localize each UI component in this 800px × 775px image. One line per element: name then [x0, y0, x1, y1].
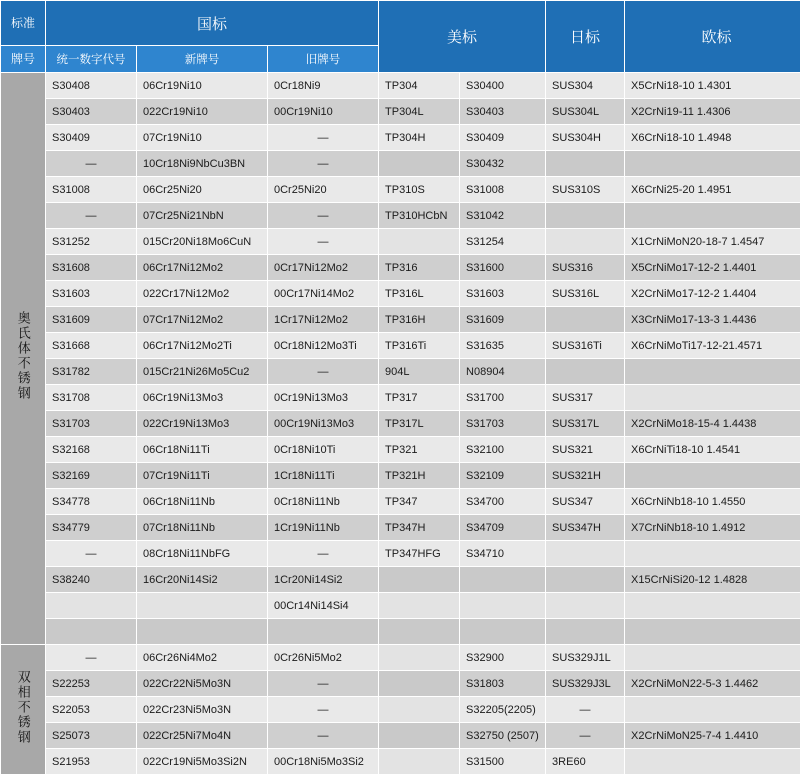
cell-us1: TP310HCbN	[379, 203, 459, 228]
cell-old: 00Cr17Ni14Mo2	[268, 281, 378, 306]
cell-us2: S31703	[460, 411, 545, 436]
cell-eu: X15CrNiSi20-12 1.4828	[625, 567, 800, 592]
cell-uns: S31703	[46, 411, 136, 436]
cell-jp: SUS317	[546, 385, 624, 410]
header-group-eu: 欧标	[625, 1, 800, 72]
cell-us2: S31635	[460, 333, 545, 358]
cell-us2: S34709	[460, 515, 545, 540]
cell-uns: S30409	[46, 125, 136, 150]
cell-us1: TP321H	[379, 463, 459, 488]
cell-new: 07Cr18Ni11Nb	[137, 515, 267, 540]
cell-uns: S38240	[46, 567, 136, 592]
cell-uns: S31708	[46, 385, 136, 410]
cell-new: 07Cr25Ni21NbN	[137, 203, 267, 228]
category-label-1	[1, 645, 45, 774]
table-row	[1, 437, 800, 462]
table-body	[1, 73, 800, 774]
cell-us1	[379, 229, 459, 254]
cell-uns: S32169	[46, 463, 136, 488]
cell-us2: S32100	[460, 437, 545, 462]
table-row	[1, 307, 800, 332]
cell-eu	[625, 463, 800, 488]
cell-jp	[546, 359, 624, 384]
cell-eu	[625, 697, 800, 722]
cell-old: —	[268, 203, 378, 228]
cell-uns: S31668	[46, 333, 136, 358]
header-sub-uns: 统一数字代号	[46, 46, 136, 72]
cell-us1	[379, 567, 459, 592]
cell-old: 0Cr26Ni5Mo2	[268, 645, 378, 670]
cell-new: 06Cr26Ni4Mo2	[137, 645, 267, 670]
cell-us1	[379, 619, 459, 644]
cell-us1: TP347	[379, 489, 459, 514]
cell-us1	[379, 671, 459, 696]
cell-old: —	[268, 723, 378, 748]
cell-uns: —	[46, 203, 136, 228]
cell-us2: S30409	[460, 125, 545, 150]
table-row	[1, 333, 800, 358]
cell-us1: TP316	[379, 255, 459, 280]
cell-us2: S31603	[460, 281, 545, 306]
table-row	[1, 515, 800, 540]
cell-uns: S31252	[46, 229, 136, 254]
cell-old: 0Cr25Ni20	[268, 177, 378, 202]
table-row	[1, 73, 800, 98]
cell-jp: SUS310S	[546, 177, 624, 202]
cell-us1: TP321	[379, 437, 459, 462]
cell-old: —	[268, 229, 378, 254]
cell-us2	[460, 593, 545, 618]
cell-jp	[546, 229, 624, 254]
cell-jp: SUS316	[546, 255, 624, 280]
cell-uns	[46, 619, 136, 644]
cell-eu: X5CrNi18-10 1.4301	[625, 73, 800, 98]
cell-old: 0Cr18Ni11Nb	[268, 489, 378, 514]
cell-uns: S22253	[46, 671, 136, 696]
cell-eu: X3CrNiMo17-13-3 1.4436	[625, 307, 800, 332]
cell-us2: S31008	[460, 177, 545, 202]
header-group-us: 美标	[379, 1, 545, 72]
header-group-gb: 国标	[46, 1, 378, 45]
cell-old: —	[268, 125, 378, 150]
cell-jp: SUS316Ti	[546, 333, 624, 358]
cell-uns: —	[46, 151, 136, 176]
cell-us1	[379, 593, 459, 618]
cell-us2: S32205(2205)	[460, 697, 545, 722]
table-row	[1, 385, 800, 410]
header-standard-label: 标准	[1, 1, 45, 45]
cell-us2: S31042	[460, 203, 545, 228]
cell-eu: X2CrNiMoN22-5-3 1.4462	[625, 671, 800, 696]
cell-jp: SUS321	[546, 437, 624, 462]
cell-eu	[625, 593, 800, 618]
cell-eu	[625, 749, 800, 774]
cell-jp: SUS317L	[546, 411, 624, 436]
cell-old: —	[268, 151, 378, 176]
cell-us1: TP304H	[379, 125, 459, 150]
table-row	[1, 359, 800, 384]
cell-jp: —	[546, 723, 624, 748]
table-row	[1, 463, 800, 488]
cell-jp: SUS321H	[546, 463, 624, 488]
cell-eu: X6CrNiTi18-10 1.4541	[625, 437, 800, 462]
cell-us2: S31500	[460, 749, 545, 774]
cell-old: 1Cr17Ni12Mo2	[268, 307, 378, 332]
cell-old: —	[268, 359, 378, 384]
cell-new: 022Cr19Ni13Mo3	[137, 411, 267, 436]
cell-jp	[546, 307, 624, 332]
cell-jp	[546, 567, 624, 592]
table-row	[1, 645, 800, 670]
cell-eu: X5CrNiMo17-12-2 1.4401	[625, 255, 800, 280]
cell-us1: TP310S	[379, 177, 459, 202]
category-label-text: 奥氏体不锈钢	[15, 311, 31, 402]
cell-eu	[625, 645, 800, 670]
cell-uns: S21953	[46, 749, 136, 774]
table-row	[1, 489, 800, 514]
cell-eu: X6CrNiMoTi17-12-21.4571	[625, 333, 800, 358]
cell-us1: TP317L	[379, 411, 459, 436]
cell-us1: TP304	[379, 73, 459, 98]
cell-us1: TP347H	[379, 515, 459, 540]
cell-new: 022Cr25Ni7Mo4N	[137, 723, 267, 748]
cell-eu: X6CrNi25-20 1.4951	[625, 177, 800, 202]
cell-uns: S30408	[46, 73, 136, 98]
cell-jp: SUS347	[546, 489, 624, 514]
cell-us2: S34710	[460, 541, 545, 566]
cell-eu	[625, 203, 800, 228]
cell-uns: S31609	[46, 307, 136, 332]
cell-eu: X6CrNi18-10 1.4948	[625, 125, 800, 150]
cell-eu: X2CrNi19-11 1.4306	[625, 99, 800, 124]
table-row	[1, 203, 800, 228]
table-row	[1, 255, 800, 280]
table-row	[1, 229, 800, 254]
cell-us1	[379, 645, 459, 670]
cell-uns: S30403	[46, 99, 136, 124]
table-row	[1, 99, 800, 124]
cell-old: 1Cr18Ni11Ti	[268, 463, 378, 488]
header-sub-new: 新牌号	[137, 46, 267, 72]
cell-uns: S31603	[46, 281, 136, 306]
header-group-jp: 日标	[546, 1, 624, 72]
table-row	[1, 567, 800, 592]
cell-uns: S34778	[46, 489, 136, 514]
cell-new: 06Cr18Ni11Ti	[137, 437, 267, 462]
cell-jp	[546, 593, 624, 618]
cell-new: 07Cr19Ni11Ti	[137, 463, 267, 488]
category-label-0	[1, 73, 45, 644]
cell-eu: X6CrNiNb18-10 1.4550	[625, 489, 800, 514]
cell-uns: —	[46, 645, 136, 670]
cell-us1: TP347HFG	[379, 541, 459, 566]
table-row	[1, 593, 800, 618]
cell-us2: S30403	[460, 99, 545, 124]
cell-eu	[625, 385, 800, 410]
cell-new: 06Cr19Ni10	[137, 73, 267, 98]
cell-new	[137, 593, 267, 618]
cell-eu	[625, 359, 800, 384]
cell-eu: X2CrNiMoN25-7-4 1.4410	[625, 723, 800, 748]
cell-old: 0Cr18Ni9	[268, 73, 378, 98]
cell-us2: S31609	[460, 307, 545, 332]
cell-new: 015Cr21Ni26Mo5Cu2	[137, 359, 267, 384]
cell-jp	[546, 619, 624, 644]
cell-uns: —	[46, 541, 136, 566]
cell-old: 0Cr18Ni12Mo3Ti	[268, 333, 378, 358]
cell-jp: SUS347H	[546, 515, 624, 540]
cell-eu	[625, 619, 800, 644]
cell-eu: X2CrNiMo18-15-4 1.4438	[625, 411, 800, 436]
table-header	[1, 1, 800, 72]
cell-us1	[379, 697, 459, 722]
cell-us2: S31700	[460, 385, 545, 410]
cell-us2: S30400	[460, 73, 545, 98]
cell-us2: S31600	[460, 255, 545, 280]
cell-new: 022Cr19Ni10	[137, 99, 267, 124]
table-row	[1, 749, 800, 774]
cell-new: 06Cr17Ni12Mo2	[137, 255, 267, 280]
cell-uns: S32168	[46, 437, 136, 462]
cell-us1: 904L	[379, 359, 459, 384]
cell-jp: 3RE60	[546, 749, 624, 774]
cell-us2: S32750 (2507)	[460, 723, 545, 748]
cell-us1	[379, 723, 459, 748]
cell-us1: TP304L	[379, 99, 459, 124]
cell-old: 1Cr20Ni14Si2	[268, 567, 378, 592]
category-label-text: 双相不锈钢	[15, 669, 31, 745]
cell-us2: S31254	[460, 229, 545, 254]
cell-old: 00Cr19Ni10	[268, 99, 378, 124]
table-row	[1, 671, 800, 696]
cell-new: 06Cr25Ni20	[137, 177, 267, 202]
cell-jp: SUS304H	[546, 125, 624, 150]
cell-new: 08Cr18Ni11NbFG	[137, 541, 267, 566]
header-brand-label: 牌号	[1, 46, 45, 72]
cell-us2: S32900	[460, 645, 545, 670]
cell-uns: S22053	[46, 697, 136, 722]
table-row	[1, 541, 800, 566]
table-row	[1, 723, 800, 748]
cell-new: 022Cr23Ni5Mo3N	[137, 697, 267, 722]
cell-uns: S31782	[46, 359, 136, 384]
table-row	[1, 177, 800, 202]
cell-new: 07Cr19Ni10	[137, 125, 267, 150]
cell-old: 00Cr14Ni14Si4	[268, 593, 378, 618]
cell-old: 0Cr18Ni10Ti	[268, 437, 378, 462]
cell-jp	[546, 541, 624, 566]
table-row	[1, 125, 800, 150]
cell-us2: S34700	[460, 489, 545, 514]
cell-us1	[379, 151, 459, 176]
cell-old: 00Cr19Ni13Mo3	[268, 411, 378, 436]
cell-new: 022Cr17Ni12Mo2	[137, 281, 267, 306]
cell-eu	[625, 541, 800, 566]
table-row	[1, 281, 800, 306]
cell-new: 10Cr18Ni9NbCu3BN	[137, 151, 267, 176]
cell-eu: X7CrNiNb18-10 1.4912	[625, 515, 800, 540]
cell-eu	[625, 151, 800, 176]
cell-us2: S32109	[460, 463, 545, 488]
cell-jp: SUS316L	[546, 281, 624, 306]
cell-new: 015Cr20Ni18Mo6CuN	[137, 229, 267, 254]
cell-jp: SUS329J3L	[546, 671, 624, 696]
cell-jp: SUS329J1L	[546, 645, 624, 670]
cell-old: —	[268, 541, 378, 566]
cell-jp: SUS304L	[546, 99, 624, 124]
cell-old: —	[268, 671, 378, 696]
cell-new: 022Cr22Ni5Mo3N	[137, 671, 267, 696]
cell-uns: S31608	[46, 255, 136, 280]
cell-new: 06Cr19Ni13Mo3	[137, 385, 267, 410]
cell-new: 07Cr17Ni12Mo2	[137, 307, 267, 332]
cell-us2: N08904	[460, 359, 545, 384]
cell-jp: SUS304	[546, 73, 624, 98]
cell-new: 06Cr18Ni11Nb	[137, 489, 267, 514]
cell-jp	[546, 203, 624, 228]
cell-us1: TP316L	[379, 281, 459, 306]
cell-old: 1Cr19Ni11Nb	[268, 515, 378, 540]
cell-us1: TP316Ti	[379, 333, 459, 358]
cell-jp	[546, 151, 624, 176]
cell-old	[268, 619, 378, 644]
header-sub-old: 旧牌号	[268, 46, 378, 72]
cell-us2	[460, 567, 545, 592]
cell-us1: TP316H	[379, 307, 459, 332]
cell-old: 0Cr17Ni12Mo2	[268, 255, 378, 280]
table-row	[1, 411, 800, 436]
cell-new: 16Cr20Ni14Si2	[137, 567, 267, 592]
cell-us1	[379, 749, 459, 774]
cell-old: 00Cr18Ni5Mo3Si2	[268, 749, 378, 774]
table-row	[1, 619, 800, 644]
cell-new: 06Cr17Ni12Mo2Ti	[137, 333, 267, 358]
cell-uns: S31008	[46, 177, 136, 202]
table-row	[1, 151, 800, 176]
table-row	[1, 697, 800, 722]
cell-eu: X1CrNiMoN20-18-7 1.4547	[625, 229, 800, 254]
cell-new	[137, 619, 267, 644]
cell-new: 022Cr19Ni5Mo3Si2N	[137, 749, 267, 774]
cell-us2	[460, 619, 545, 644]
cell-old: 0Cr19Ni13Mo3	[268, 385, 378, 410]
cell-us1: TP317	[379, 385, 459, 410]
cell-uns: S34779	[46, 515, 136, 540]
cell-uns	[46, 593, 136, 618]
cell-us2: S31803	[460, 671, 545, 696]
cell-eu: X2CrNiMo17-12-2 1.4404	[625, 281, 800, 306]
cell-us2: S30432	[460, 151, 545, 176]
cell-uns: S25073	[46, 723, 136, 748]
cell-old: —	[268, 697, 378, 722]
cell-jp: —	[546, 697, 624, 722]
